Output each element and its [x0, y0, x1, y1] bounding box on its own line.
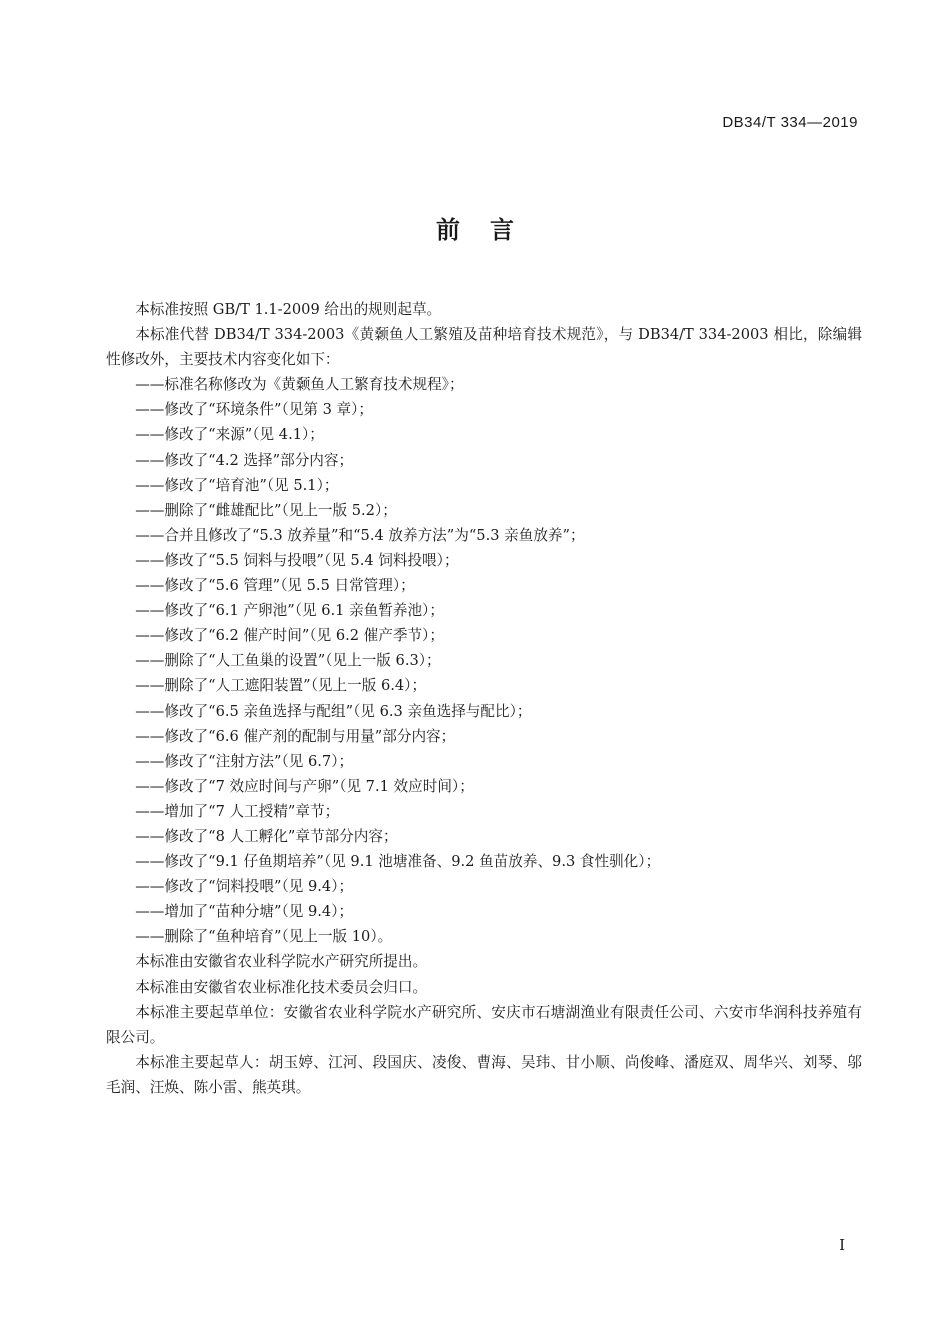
intro-paragraph: 本标准代替 DB34/T 334-2003《黄颡鱼人工繁殖及苗种培育技术规范》，与 DB34/T 334-2003 相比，除编辑性修改外，主要技术内容变化如下：	[106, 326, 862, 369]
change-item: ——修改了“培育池”（见 5.1）；	[135, 476, 339, 494]
intro-paragraph: 本标准按照 GB/T 1.1-2009 给出的规则起草。	[135, 301, 442, 318]
change-item: ——修改了“8 人工孵化”章节部分内容；	[135, 827, 398, 845]
change-item: ——增加了“苗种分塘”（见 9.4）；	[135, 903, 354, 921]
foreword-body	[106, 297, 862, 1100]
change-item: ——合并且修改了“5.3 放养量”和“5.4 放养方法”为“5.3 亲鱼放养”；	[135, 526, 585, 544]
page-number: I	[839, 1236, 845, 1254]
committee-paragraph: 本标准由安徽省农业标准化技术委员会归口。	[135, 978, 428, 996]
change-item: ——修改了“6.6 催产剂的配制与用量”部分内容；	[135, 727, 456, 745]
change-item: ——修改了“注射方法”（见 6.7）；	[135, 752, 354, 770]
drafting-units-paragraph: 本标准主要起草单位：安徽省农业科学院水产研究所、安庆市石塘湖渔业有限责任公司、六安市华润科技养殖有限公司。	[106, 1003, 862, 1046]
change-item: ——删除了“人工鱼巢的设置”（见上一版 6.3）；	[135, 652, 441, 670]
change-item: ——增加了“7 人工授精”章节；	[135, 802, 340, 820]
change-item: ——修改了“环境条件”（见第 3 章）；	[135, 401, 373, 419]
standard-code: DB34/T 334—2019	[722, 114, 858, 131]
change-item: ——修改了“来源”（见 4.1）；	[135, 426, 324, 444]
proposer-paragraph: 本标准由安徽省农业科学院水产研究所提出。	[135, 953, 428, 971]
page-title: 前言	[436, 216, 544, 244]
change-item: ——修改了“6.1 产卵池”（见 6.1 亲鱼暂养池）；	[135, 602, 444, 620]
change-item: ——删除了“鱼种培育”（见上一版 10）。	[135, 928, 393, 946]
change-item: ——修改了“6.5 亲鱼选择与配组”（见 6.3 亲鱼选择与配比）；	[135, 702, 532, 720]
change-item: ——修改了“7 效应时间与产卵”（见 7.1 效应时间）；	[135, 777, 474, 795]
change-item: ——修改了“饲料投喂”（见 9.4）；	[135, 878, 354, 896]
change-item: ——修改了“4.2 选择”部分内容；	[135, 451, 354, 469]
change-item: ——标准名称修改为《黄颡鱼人工繁育技术规程》；	[135, 376, 464, 394]
change-item: ——删除了“雌雄配比”（见上一版 5.2）；	[135, 501, 397, 519]
change-item: ——修改了“5.6 管理”（见 5.5 日常管理）；	[135, 577, 415, 595]
change-item: ——修改了“5.5 饲料与投喂”（见 5.4 饲料投喂）；	[135, 551, 459, 569]
change-item: ——删除了“人工遮阳装置”（见上一版 6.4）；	[135, 677, 427, 695]
change-item: ——修改了“6.2 催产时间”（见 6.2 催产季节）；	[135, 627, 444, 645]
change-item: ——修改了“9.1 仔鱼期培养”（见 9.1 池塘准备、9.2 鱼苗放养、9.3 食性驯化）；	[135, 853, 661, 871]
changes-list	[106, 372, 862, 949]
drafters-paragraph: 本标准主要起草人：胡玉婷、江河、段国庆、凌俊、曹海、吴玮、甘小顺、尚俊峰、潘庭双、周华兴、刘琴、邬毛润、汪焕、陈小雷、熊英琪。	[106, 1053, 862, 1096]
